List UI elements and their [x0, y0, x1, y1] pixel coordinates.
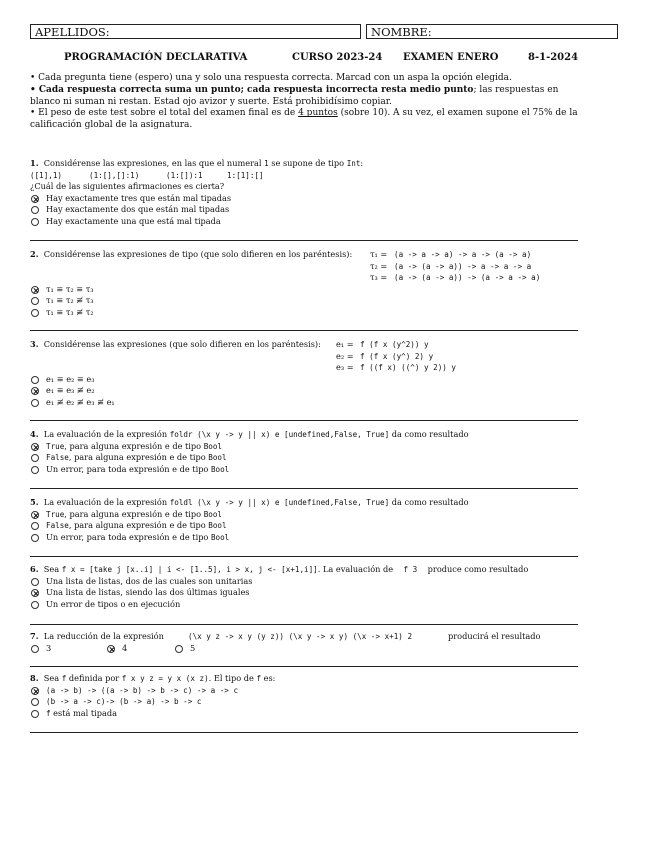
radio-icon[interactable] [31, 522, 39, 530]
question-stem: 7. La reducción de la expresión (\x y z -> x y (y z)) (\x y -> x y) (\x -> x+1) 2 producirá el resultado [30, 631, 541, 641]
radio-icon[interactable] [31, 309, 39, 317]
option-5b[interactable]: False, para alguna expresión e de tipo Bool [30, 520, 578, 532]
option-7a[interactable]: 3 [30, 643, 51, 655]
option-3b[interactable]: e₁ ≡ e₃ ≢ e₂ [30, 385, 578, 397]
question-6 [30, 564, 578, 610]
radio-icon[interactable] [31, 376, 39, 384]
option-8a[interactable]: (a -> b) -> ((a -> b) -> b -> c) -> a -> c [30, 685, 578, 697]
question-stem: 5. La evaluación de la expresión foldl (\x y -> y || x) e [undefined,False, True] da como resultado [30, 497, 469, 507]
radio-icon[interactable] [31, 399, 39, 407]
apellidos-label: APELLIDOS: [35, 25, 110, 39]
question-stem: 1. Considérense las expresiones, en las que el numeral 1 se supone de tipo Int: [30, 158, 364, 168]
question-1 [30, 158, 578, 227]
question-stem: 8. Sea f definida por f x y z = y x (x z). El tipo de f es: [30, 673, 276, 683]
option-3c[interactable]: e₁ ≢ e₂ ≢ e₃ ≢ e₁ [30, 397, 578, 409]
radio-icon[interactable] [31, 578, 39, 586]
divider [30, 732, 578, 733]
option-4c[interactable]: Un error, para toda expresión e de tipo Bool [30, 464, 578, 476]
option-4a[interactable]: True, para alguna expresión e de tipo Bool [30, 441, 578, 453]
apellidos-field[interactable] [30, 24, 361, 39]
nombre-label: NOMBRE: [371, 25, 432, 39]
divider [30, 488, 578, 489]
divider [30, 556, 578, 557]
radio-icon[interactable] [31, 454, 39, 462]
option-2b[interactable]: τ₁ ≡ τ₂ ≢ τ₃ [30, 295, 578, 307]
course-title: PROGRAMACIÓN DECLARATIVA [64, 52, 248, 63]
radio-icon[interactable] [31, 297, 39, 305]
course-year: CURSO 2023-24 [292, 52, 383, 63]
checked-radio-icon[interactable] [31, 443, 39, 451]
question-4 [30, 429, 578, 475]
checked-radio-icon[interactable] [31, 286, 39, 294]
option-7b[interactable]: 4 [106, 643, 127, 655]
checked-radio-icon[interactable] [31, 589, 39, 597]
option-2a[interactable]: τ₁ ≡ τ₂ ≡ τ₃ [30, 284, 578, 296]
divider [30, 330, 578, 331]
radio-icon[interactable] [31, 534, 39, 542]
radio-icon[interactable] [175, 645, 183, 653]
question-8 [30, 673, 578, 719]
question-stem: 4. La evaluación de la expresión foldr (\x y -> y || x) e [undefined,False, True] da como resultado [30, 429, 469, 439]
instructions [30, 73, 578, 132]
option-6b[interactable]: Una lista de listas, siendo las dos últimas iguales [30, 587, 578, 599]
radio-icon[interactable] [31, 206, 39, 214]
question-5 [30, 497, 578, 543]
option-1b[interactable]: Hay exactamente dos que están mal tipadas [30, 204, 578, 216]
option-5c[interactable]: Un error, para toda expresión e de tipo Bool [30, 532, 578, 544]
instruction-3: • El peso de este test sobre el total del examen final es de 4 puntos (sobre 10). A su vez, el examen supone el 75% de la calificación global de la asignatura. [30, 108, 578, 131]
nombre-field[interactable] [366, 24, 618, 39]
option-5a[interactable]: True, para alguna expresión e de tipo Bool [30, 509, 578, 521]
checked-radio-icon[interactable] [31, 687, 39, 695]
instruction-2: • Cada respuesta correcta suma un punto; cada respuesta incorrecta resta medio punto; las respuestas en blanco ni suman ni restan. Estad ojo avizor y suerte. Está prohibidísimo copiar. [30, 84, 559, 107]
option-8c[interactable]: f está mal tipada [30, 708, 578, 720]
exam-name: EXAMEN ENERO [403, 52, 499, 63]
question-stem: 6. Sea f x = [take j [x..i] | i <- [1..5], i > x, j <- [x+1,i]]. La evaluación de f 3 produce como resultado [30, 564, 529, 574]
divider [30, 240, 578, 241]
option-6a[interactable]: Una lista de listas, dos de las cuales son unitarias [30, 576, 578, 588]
option-8b[interactable]: (b -> a -> c)-> (b -> a) -> b -> c [30, 696, 578, 708]
radio-icon[interactable] [31, 466, 39, 474]
divider [30, 624, 578, 625]
checked-radio-icon[interactable] [31, 511, 39, 519]
checked-radio-icon[interactable] [107, 645, 115, 653]
expression-list: ([1],1) (1:[],[]:1) (1:[]):1 1:[1]:[] [30, 170, 264, 180]
question-stem: 2. Considérense las expresiones de tipo (que solo difieren en los paréntesis): τ₁ = (a -> a -> a) -> a -> (a -> a) τ₂ = (a -> (a -> a)) -> a -> a -> a τ₃ = (a -> (a -> a)) -> (a -> a -> a) [30, 249, 541, 282]
checked-radio-icon[interactable] [31, 195, 39, 203]
radio-icon[interactable] [31, 218, 39, 226]
radio-icon[interactable] [31, 698, 39, 706]
option-7c[interactable]: 5 [174, 643, 195, 655]
radio-icon[interactable] [31, 601, 39, 609]
divider [30, 420, 578, 421]
question-2 [30, 249, 578, 318]
instruction-1: • Cada pregunta tiene (espero) una y solo una respuesta correcta. Marcad con un aspa la opción elegida. [30, 73, 512, 83]
option-2c[interactable]: τ₁ ≡ τ₃ ≢ τ₂ [30, 307, 578, 319]
inline-options [30, 643, 578, 655]
option-6c[interactable]: Un error de tipos o en ejecución [30, 599, 578, 611]
radio-icon[interactable] [31, 645, 39, 653]
option-1a[interactable]: Hay exactamente tres que están mal tipadas [30, 193, 578, 205]
question-stem: 3. Considérense las expresiones (que solo difieren en los paréntesis): e₁ = f (f x (y^2)) y e₂ = f (f x (y^) 2) y e₃ = f ((f x) ((^) y 2)) y [30, 339, 457, 372]
divider [30, 666, 578, 667]
question-3 [30, 339, 578, 408]
question-7 [30, 631, 578, 654]
question-ask: ¿Cuál de las siguientes afirmaciones es cierta? [30, 181, 225, 191]
radio-icon[interactable] [31, 710, 39, 718]
exam-date: 8-1-2024 [528, 52, 579, 63]
option-1c[interactable]: Hay exactamente una que está mal tipada [30, 216, 578, 228]
checked-radio-icon[interactable] [31, 387, 39, 395]
option-3a[interactable]: e₁ ≡ e₂ ≡ e₃ [30, 374, 578, 386]
option-4b[interactable]: False, para alguna expresión e de tipo Bool [30, 452, 578, 464]
